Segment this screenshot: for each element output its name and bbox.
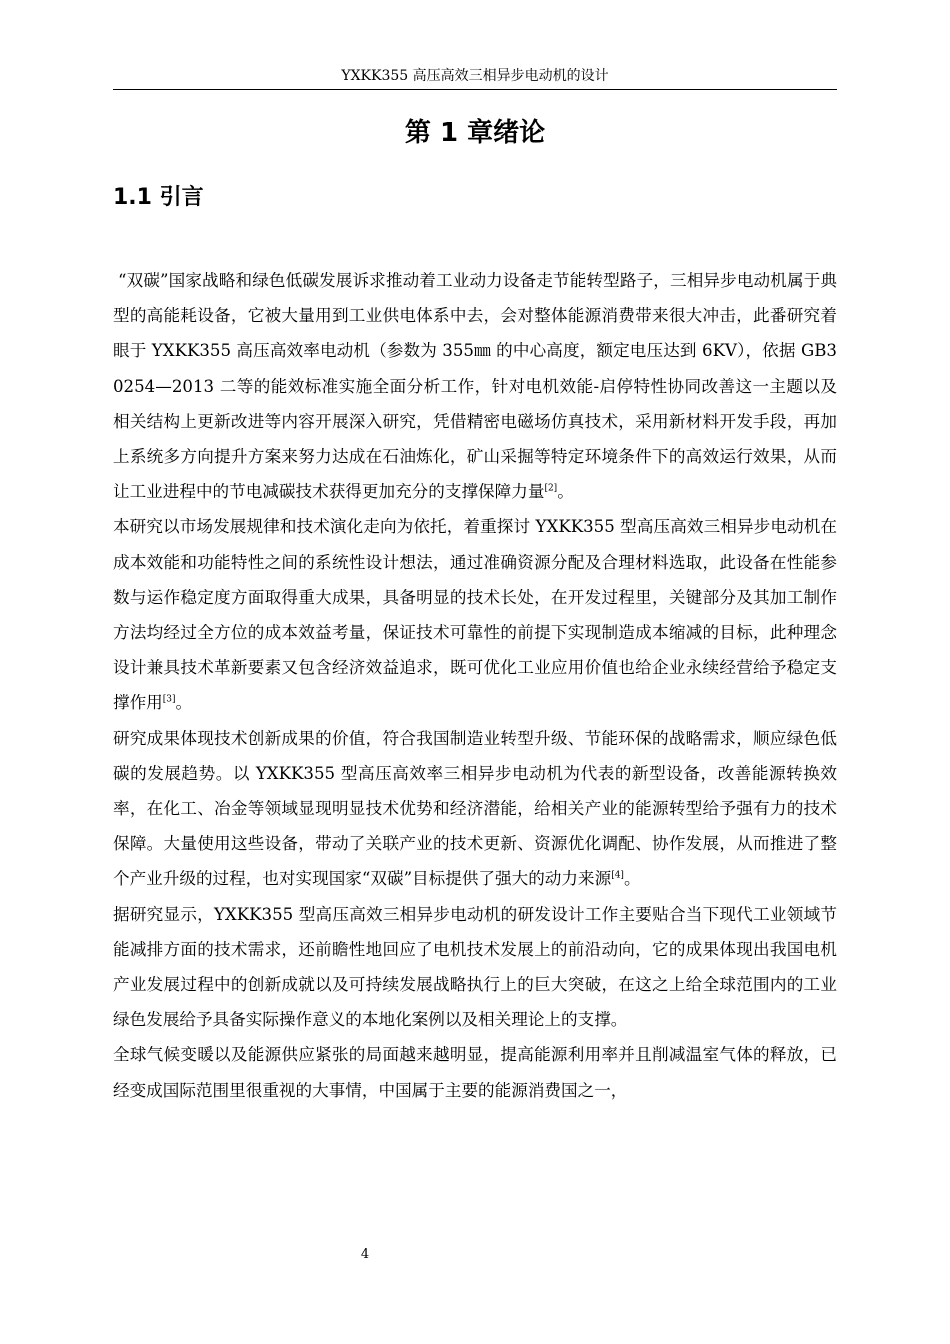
header-divider — [113, 89, 837, 90]
citation-marker: [4] — [611, 870, 624, 881]
paragraph — [113, 1037, 837, 1107]
paragraph — [113, 721, 837, 897]
paragraph — [113, 897, 837, 1038]
page-number: 4 — [360, 1247, 370, 1262]
body-text — [113, 263, 837, 1108]
citation-marker: [2] — [544, 483, 558, 494]
chapter-title: 第 1 章绪论 — [404, 118, 546, 148]
paragraph-tail: 。 — [175, 693, 193, 713]
paragraph — [113, 509, 837, 720]
paragraph-text: 研究成果体现技术创新成果的价值，符合我国制造业转型升级、节能环保的战略需求，顺应绿色低碳的发展趋势。以 YXKK355 型高压高效率三相异步电动机为代表的新型设备，改善能源转换效率，在化工、冶金等领域显现明显技术优势和经济潜能，给相关产业的能源转型给予强有力的技术保障。大量使用这些设备，带动了关联产业的技术更新、资源优化调配、协作发展，从而推进了整个产业升级的过程，也对实现国家“双碳”目标提供了强大的动力来源 — [113, 728, 837, 889]
paragraph-tail: 。 — [623, 869, 641, 889]
paragraph — [113, 263, 837, 509]
section-title: 1.1 引言 — [113, 185, 204, 210]
paragraph-text: 本研究以市场发展规律和技术演化走向为依托，着重探讨 YXKK355 型高压高效三相异步电动机在成本效能和功能特性之间的系统性设计想法，通过准确资源分配及合理材料选取，此设备在性能参数与运作稳定度方面取得重大成果，具备明显的技术长处，在开发过程里，关键部分及其加工制作方法均经过全方位的成本效益考量，保证技术可靠性的前提下实现制造成本缩减的目标，此种理念设计兼具技术革新要素又包含经济效益追求，既可优化工业应用价值也给企业永续经营给予稳定支撑作用 — [113, 517, 837, 713]
running-header: YXKK355 高压高效三相异步电动机的设计 — [341, 68, 609, 84]
citation-marker: [3] — [162, 694, 176, 705]
paragraph-text: “双碳”国家战略和绿色低碳发展诉求推动着工业动力设备走节能转型路子，三相异步电动机属于典型的高能耗设备，它被大量用到工业供电体系中去，会对整体能源消费带来很大冲击，此番研究着眼于 YXKK355 高压高效率电动机（参数为 355㎜ 的中心高度，额定电压达到 6KV），依据 GB30254—2013 二等的能效标准实施全面分析工作，针对电机效能-启停特性协同改善这一主题以及相关结构上更新改进等内容开展深入研究，凭借精密电磁场仿真技术，采用新材料开发手段，再加上系统多方向提升方案来努力达成在石油炼化，矿山采掘等特定环境条件下的高效运行效果，从而让工业进程中的节电减碳技术获得更加充分的支撑保障力量 — [113, 271, 837, 502]
paragraph-tail: 。 — [557, 482, 574, 502]
paragraph-text: 据研究显示，YXKK355 型高压高效三相异步电动机的研发设计工作主要贴合当下现代工业领域节能减排方面的技术需求，还前瞻性地回应了电机技术发展上的前沿动向，它的成果体现出我国电机产业发展过程中的创新成就以及可持续发展战略执行上的巨大突破，在这之上给全球范围内的工业绿色发展给予具备实际操作意义的本地化案例以及相关理论上的支撑。 — [113, 904, 837, 1030]
paragraph-text: 全球气候变暖以及能源供应紧张的局面越来越明显，提高能源利用率并且削减温室气体的释放，已经变成国际范围里很重视的大事情，中国属于主要的能源消费国之一， — [113, 1045, 837, 1100]
